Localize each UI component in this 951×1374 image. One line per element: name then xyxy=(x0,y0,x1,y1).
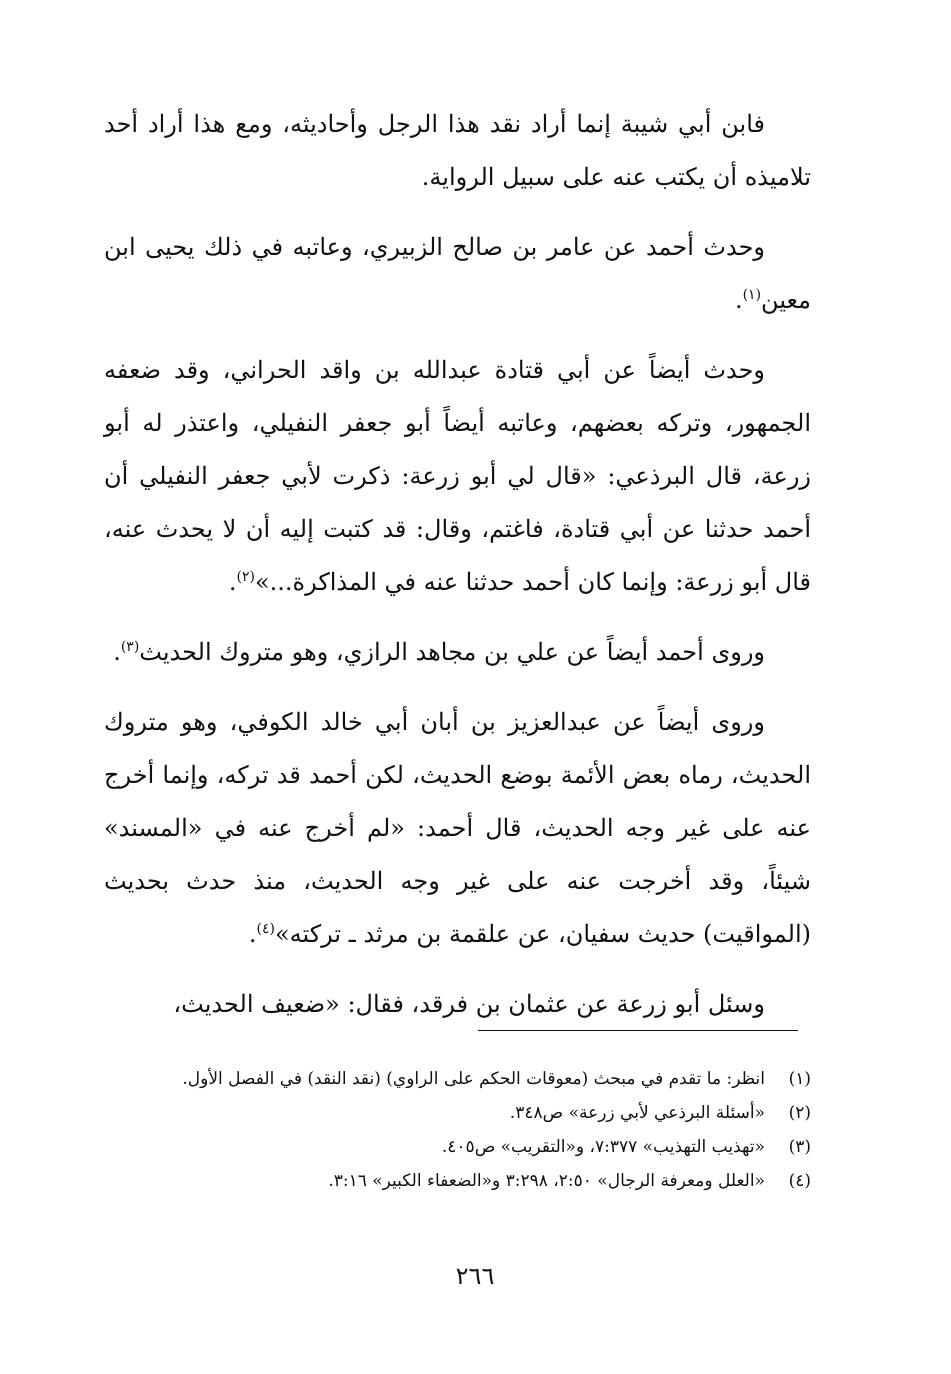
paragraph-1 xyxy=(104,98,811,204)
footnote-separator xyxy=(478,1030,798,1031)
paragraph-4-text: وروى أحمد أيضاً عن علي بن مجاهد الرازي، وهو متروك الحديث xyxy=(139,638,765,666)
footnote-3-number: (٣) xyxy=(788,1137,811,1157)
footnote-3 xyxy=(104,1130,811,1164)
paragraph-3-text: وحدث أيضاً عن أبي قتادة عبدالله بن واقد الحراني، وقد ضعفه الجمهور، وتركه بعضهم، وعاتبه أيضاً أبو جعفر النفيلي، واعتذر له أبو زرعة، قال البرذعي: «قال لي أبو زرعة: ذكرت لأبي جعفر النفيلي أن أحمد حدثنا عن أبي قتادة، فاغتم، وقال: قد كتبت إليه أن لا يحدث عنه، قال أبو زرعة: وإنما كان أحمد حدثنا عنه في المذاكرة...» xyxy=(104,356,812,596)
paragraph-4 xyxy=(104,626,811,679)
footnote-4-number: (٤) xyxy=(788,1171,811,1191)
paragraph-2 xyxy=(104,221,811,327)
footnote-1 xyxy=(104,1062,811,1096)
footnote-ref-3: (٣) xyxy=(120,639,140,655)
paragraph-4-end: . xyxy=(113,638,121,666)
footnote-ref-2: (٢) xyxy=(236,569,255,585)
paragraph-3 xyxy=(104,344,811,609)
paragraph-2-end: . xyxy=(734,286,743,314)
footnote-2-text: «أسئلة البرذعي لأبي زرعة» ص٣٤٨. xyxy=(509,1103,765,1123)
footnote-2 xyxy=(104,1096,811,1130)
paragraph-6 xyxy=(104,978,811,1031)
main-text xyxy=(104,98,811,1031)
paragraph-5-text: وروى أيضاً عن عبدالعزيز بن أبان أبي خالد الكوفي، وهو متروك الحديث، رماه بعض الأئمة بوضع الحديث، لكن أحمد قد تركه، وإنما أخرج عنه على غير وجه الحديث، قال أحمد: «لم أخرج عنه في «المسند» شيئاً، وقد أخرجت عنه على غير وجه الحديث، منذ حدث بحديث (المواقيت) حديث سفيان، عن علقمة بن مرثد ـ تركته» xyxy=(104,708,811,948)
paragraph-2-text: وحدث أحمد عن عامر بن صالح الزبيري، وعاتبه في ذلك يحيى ابن معين xyxy=(104,233,811,314)
footnote-2-number: (٢) xyxy=(788,1103,811,1123)
page-number: ٢٦٦ xyxy=(455,1262,495,1290)
footnote-4 xyxy=(104,1164,811,1198)
paragraph-6-text: وسئل أبو زرعة عن عثمان بن فرقد، فقال: «ضعيف الحديث، xyxy=(173,990,765,1018)
paragraph-5-end: . xyxy=(248,920,257,948)
footnotes xyxy=(104,1062,811,1198)
footnote-1-text: انظر: ما تقدم في مبحث (معوقات الحكم على الراوي) (نقد النقد) في الفصل الأول. xyxy=(182,1069,765,1089)
footnote-3-text: «تهذيب التهذيب» ٧:٣٧٧، و«التقريب» ص٤٠٥. xyxy=(441,1137,765,1157)
footnote-4-text: «العلل ومعرفة الرجال» ٢:٥٠، ٣:٢٩٨ و«الضعفاء الكبير» ٣:١٦. xyxy=(328,1171,765,1191)
paragraph-5 xyxy=(104,696,811,961)
paragraph-3-end: . xyxy=(228,568,237,596)
footnote-1-number: (١) xyxy=(788,1069,811,1089)
footnote-ref-1: (١) xyxy=(742,287,762,303)
footnote-ref-4: (٤) xyxy=(256,921,275,937)
paragraph-1-text: فابن أبي شيبة إنما أراد نقد هذا الرجل وأحاديثه، ومع هذا أراد أحد تلاميذه أن يكتب عنه على سبيل الرواية. xyxy=(104,110,811,191)
